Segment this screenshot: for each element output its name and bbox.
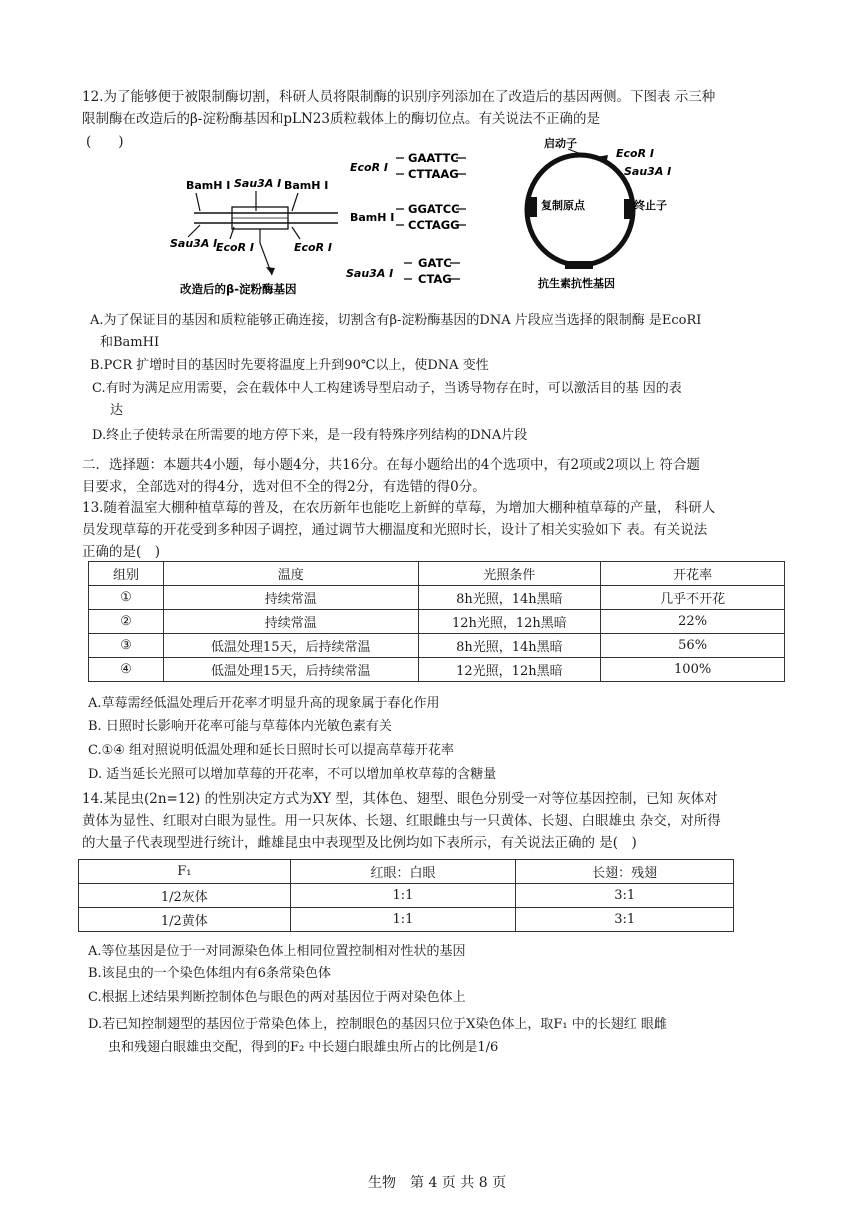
header-cell: 红眼：白眼 xyxy=(290,860,516,884)
table-cell: 低温处理15天，后持续常温 xyxy=(163,658,418,682)
q12-option-a-line1: A.为了保证目的基因和质粒能够正确连接，切割含有β-淀粉酶基因的DNA 片段应当选择的限制酶 是EcoRI xyxy=(90,313,702,328)
q13-option-b: B. 日照时长影响开花率可能与草莓体内光敏色素有关 xyxy=(88,719,392,734)
q13-stem-line1: 13.随着温室大棚种植草莓的普及，在农历新年也能吃上新鲜的草莓，为增加大棚种植草莓的产量， 科研人 xyxy=(82,500,716,516)
label-bamh1-right: BamH I xyxy=(284,179,329,192)
table-cell: 3:1 xyxy=(516,908,734,932)
table-cell: 100% xyxy=(601,658,785,682)
q13-option-d: D. 适当延长光照可以增加草莓的开花率，不可以增加单枚草莓的含糖量 xyxy=(88,767,497,782)
q12-stem-line1: 12.为了能够便于被限制酶切割，科研人员将限制酶的识别序列添加在了改造后的基因两侧。下图表 示三种 xyxy=(82,89,716,105)
label-sau3a1-top: Sau3A I xyxy=(234,177,282,190)
q13-option-a: A.草莓需经低温处理后开花率才明显升高的现象属于春化作用 xyxy=(88,696,440,711)
table-header-row xyxy=(79,860,734,884)
table-cell: 1/2黄体 xyxy=(79,908,291,932)
site-ecor1-top: GAATTC xyxy=(408,151,459,165)
table-cell: 持续常温 xyxy=(163,610,418,634)
q14-option-d-line2: 虫和残翅白眼雄虫交配，得到的F₂ 中长翅白眼雄虫所占的比例是1/6 xyxy=(108,1040,499,1055)
site-sau3a1-name: Sau3A I xyxy=(346,267,394,280)
table-cell: 1:1 xyxy=(290,884,516,908)
q14-table xyxy=(78,859,734,932)
site-ecor1-name: EcoR I xyxy=(350,161,388,174)
site-bamh1-bottom: CCTAGG xyxy=(408,218,460,232)
section2-line2: 目要求，全部选对的得4分，选对但不全的得2分，有选错的得0分。 xyxy=(82,479,486,495)
table-cell: ④ xyxy=(89,658,164,682)
site-bamh1-name: BamH I xyxy=(350,211,395,224)
gene-caption: 改造后的β-淀粉酶基因 xyxy=(180,282,297,296)
label-sau3a1-bottom: Sau3A I xyxy=(170,237,218,250)
table-header-row xyxy=(89,562,785,586)
table-row xyxy=(79,908,734,932)
modified-gene-diagram xyxy=(170,177,338,296)
table-row xyxy=(89,658,785,682)
table-cell: 12光照，12h黑暗 xyxy=(418,658,601,682)
table-cell: ③ xyxy=(89,634,164,658)
q14-option-b: B.该昆虫的一个染色体组内有6条常染色体 xyxy=(88,966,331,981)
q14-option-d-line1: D.若已知控制翅型的基因位于常染色体上，控制眼色的基因只位于X染色体上，取F₁ 中的长翅红 眼雌 xyxy=(88,1017,667,1032)
table-row xyxy=(89,586,785,610)
table-cell: 1:1 xyxy=(290,908,516,932)
table-cell: 持续常温 xyxy=(163,586,418,610)
plasmid-terminator: 终止子 xyxy=(634,199,667,212)
header-cell: 光照条件 xyxy=(418,562,601,586)
q12-option-c-line1: C.有时为满足应用需要，会在载体中人工构建诱导型启动子，当诱导物存在时，可以激活目的基 因的表 xyxy=(92,381,682,396)
header-cell: 温度 xyxy=(163,562,418,586)
q13-table xyxy=(88,561,785,682)
q14-stem-line3: 的大量子代表现型进行统计，雌雄昆虫中表现型及比例均如下表所示，有关说法正确的 是( ) xyxy=(82,835,637,851)
plasmid-resistance: 抗生素抗性基因 xyxy=(538,277,615,290)
header-cell: 长翅：残翅 xyxy=(516,860,734,884)
table-cell: 22% xyxy=(601,610,785,634)
table-row xyxy=(89,634,785,658)
q12-option-c-line2: 达 xyxy=(110,403,124,418)
table-cell: ① xyxy=(89,586,164,610)
plasmid-ori: 复制原点 xyxy=(541,199,585,212)
table-row xyxy=(89,610,785,634)
table-row xyxy=(79,884,734,908)
site-sau3a1-bottom: CTAG xyxy=(418,272,452,286)
header-cell: 组别 xyxy=(89,562,164,586)
page-footer: 生物 第 4 页 共 8 页 xyxy=(368,1175,507,1191)
label-ecor1-right: EcoR I xyxy=(294,241,332,254)
table-cell: 8h光照，14h黑暗 xyxy=(418,586,601,610)
q14-option-a: A.等位基因是位于一对同源染色体上相同位置控制相对性状的基因 xyxy=(88,944,466,959)
table-cell: ② xyxy=(89,610,164,634)
recognition-sequences xyxy=(346,151,466,286)
table-cell: 12h光照，12h黑暗 xyxy=(418,610,601,634)
q14-stem-line2: 黄体为显性、红眼对白眼为显性。用一只灰体、长翅、红眼雌虫与一只黄体、长翅、白眼雄虫 杂交，对所得 xyxy=(82,813,721,829)
plasmid-ecor1: EcoR I xyxy=(616,147,654,160)
site-bamh1-top: GGATCC xyxy=(408,202,460,216)
section2-line1: 二．选择题：本题共4小题，每小题4分，共16分。在每小题给出的4个选项中，有2项或2项以上 符合题 xyxy=(82,457,700,473)
plasmid-diagram xyxy=(527,136,671,290)
table-cell: 几乎不开花 xyxy=(601,586,785,610)
table-cell: 8h光照，14h黑暗 xyxy=(418,634,601,658)
q14-stem-line1: 14.某昆虫(2n=12) 的性别决定方式为XY 型，其体色、翅型、眼色分别受一对等位基因控制，已知 灰体对 xyxy=(82,791,718,807)
table-cell: 56% xyxy=(601,634,785,658)
plasmid-sau3a1: Sau3A I xyxy=(624,165,672,178)
q12-figure xyxy=(160,135,680,305)
label-bamh1-left: BamH I xyxy=(186,179,231,192)
table-cell: 1/2灰体 xyxy=(79,884,291,908)
q12-option-a-line2: 和BamHI xyxy=(100,335,160,350)
q12-stem-line2: 限制酶在改造后的β-淀粉酶基因和pLN23质粒载体上的酶切位点。有关说法不正确的是 xyxy=(82,111,600,127)
label-ecor1-left: EcoR I xyxy=(216,241,254,254)
site-sau3a1-top: GATC xyxy=(418,256,452,270)
table-cell: 低温处理15天，后持续常温 xyxy=(163,634,418,658)
q13-option-c: C.①④ 组对照说明低温处理和延长日照时长可以提高草莓开花率 xyxy=(88,743,455,758)
q12-option-d: D.终止子使转录在所需要的地方停下来，是一段有特殊序列结构的DNA片段 xyxy=(92,428,528,443)
q13-stem-line3: 正确的是( ) xyxy=(82,544,161,560)
site-ecor1-bottom: CTTAAG xyxy=(408,167,459,181)
q13-stem-line2: 员发现草莓的开花受到多种因子调控，通过调节大棚温度和光照时长，设计了相关实验如下 表。有关说法 xyxy=(82,522,708,538)
q12-option-b: B.PCR 扩增时目的基因时先要将温度上升到90℃以上，使DNA 变性 xyxy=(90,358,489,373)
plasmid-promoter: 启动子 xyxy=(544,137,577,150)
q12-answer-bracket: ( ) xyxy=(86,134,124,150)
header-cell: 开花率 xyxy=(601,562,785,586)
table-cell: 3:1 xyxy=(516,884,734,908)
header-cell: F₁ xyxy=(79,860,291,884)
q14-option-c: C.根据上述结果判断控制体色与眼色的两对基因位于两对染色体上 xyxy=(88,990,466,1005)
